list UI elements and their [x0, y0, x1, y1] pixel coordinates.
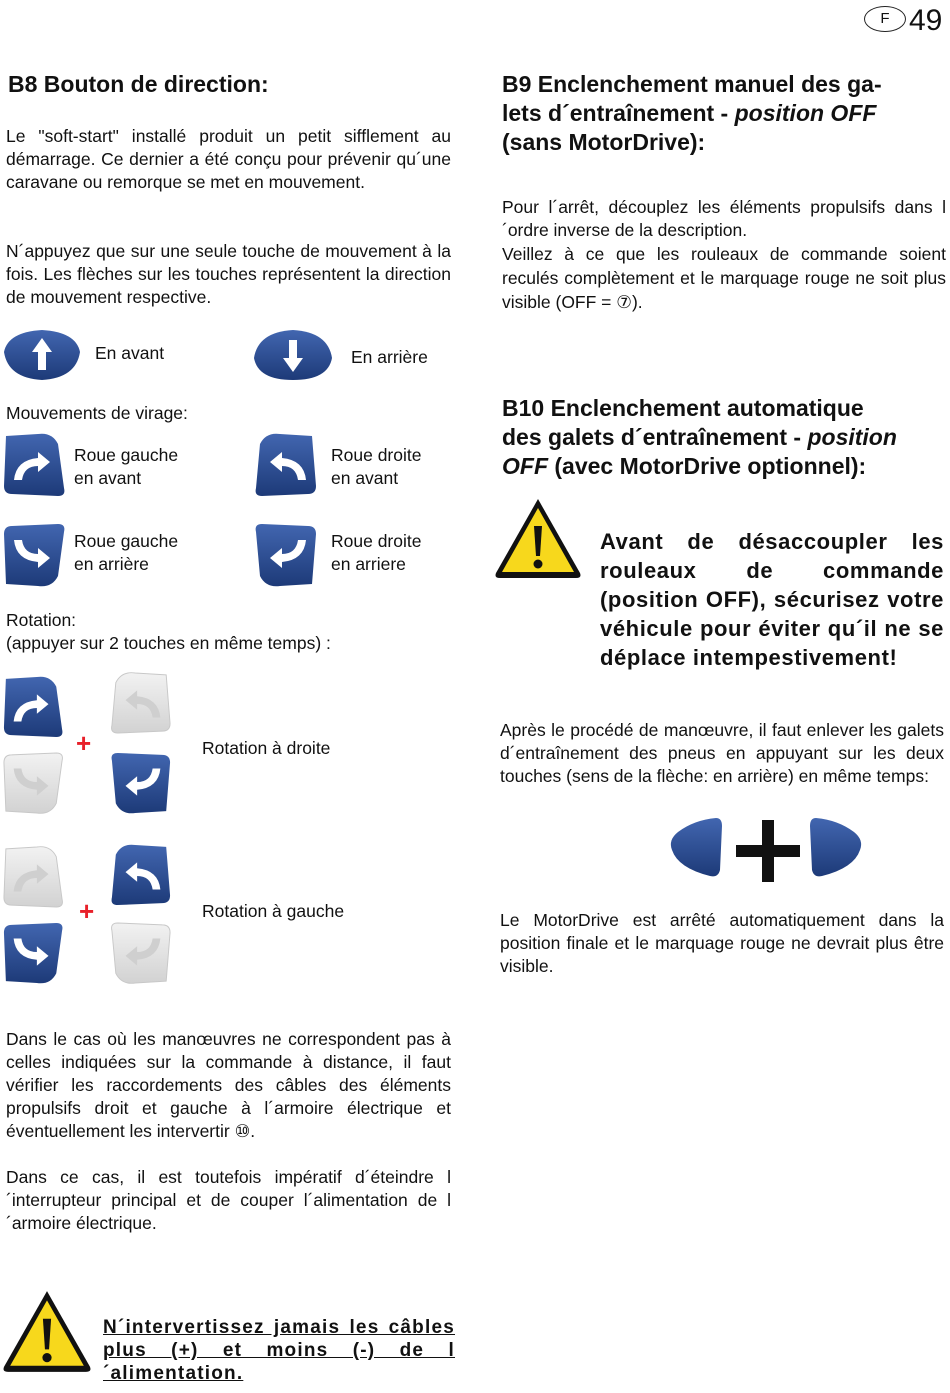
left-wheel-forward-label-1: Roue gauche	[74, 445, 179, 465]
rotation-right-top-right-key-icon	[110, 668, 172, 738]
left-wheel-backward-key-icon	[2, 520, 66, 590]
b10-title: B10 Enclenchement automatique des galets d´entraînement - position OFF (avec MotorDrive optionnel):	[502, 395, 897, 479]
rotation-right-label: Rotation à droite	[202, 738, 331, 758]
warning-triangle-icon	[492, 496, 584, 580]
b10-paragraph-2: Le MotorDrive est arrêté automatiquement dans la position finale et le marquage rouge ne devrait plus être visible.	[500, 910, 944, 976]
b10-warning-text: Avant de désaccoupler les rouleaux de commande (position OFF), sécurisez votre véhicule pour éviter qu´il ne se déplace intempestivement!	[600, 529, 944, 670]
rotation-right-plus-icon: +	[76, 728, 92, 758]
bottom-paragraph-2: Dans ce cas, il est toutefois impératif d´éteindre l´interrupteur principal et de couper l´alimentation de l´armoire électrique.	[6, 1167, 451, 1233]
page-number: 49	[909, 4, 943, 37]
b9-paragraph-2: Veillez à ce que les rouleaux de commande soient reculés complètement et le marquage rouge ne soit plus visible (OFF = ⑦).	[502, 244, 946, 312]
b8-paragraph-2: N´appuyez que sur une seule touche de mouvement à la fois. Les flèches sur les touches représentent la direction de mouvement respective.	[6, 241, 451, 307]
rotation-right-bottom-right-key-icon	[110, 748, 172, 818]
left-key-back-icon	[668, 816, 724, 880]
left-wheel-forward-key-icon	[2, 430, 66, 500]
rotation-left-top-left-key-icon	[2, 842, 64, 912]
rotation-left-top-right-key-icon	[110, 840, 172, 910]
rotation-note: (appuyer sur 2 touches en même temps) :	[6, 633, 331, 653]
rotation-left-label: Rotation à gauche	[202, 901, 345, 921]
right-wheel-forward-label-1: Roue droite	[331, 445, 422, 465]
rotation-right-top-left-key-icon	[2, 672, 64, 742]
rotation-title: Rotation:	[6, 610, 77, 630]
right-wheel-forward-label-2: en avant	[331, 468, 399, 488]
b8-title: B8 Bouton de direction:	[8, 71, 269, 97]
left-wheel-backward-label-2: en arrière	[74, 554, 149, 574]
b8-paragraph-1: Le "soft-start" installé produit un petit sifflement au démarrage. Ce dernier a été conçu pour prévenir qu´une caravane ou remorque se met en mouvement.	[6, 126, 451, 192]
plus-icon	[736, 820, 800, 882]
turning-title: Mouvements de virage:	[6, 403, 188, 423]
rotation-left-bottom-left-key-icon	[2, 918, 64, 988]
right-wheel-backward-key-icon	[254, 520, 318, 590]
right-wheel-backward-label-2: en arriere	[331, 554, 406, 574]
right-wheel-backward-label-1: Roue droite	[331, 531, 422, 551]
left-wheel-backward-label-1: Roue gauche	[74, 531, 179, 551]
left-wheel-forward-label-2: en avant	[74, 468, 142, 488]
b10-paragraph-1: Après le procédé de manœuvre, il faut enlever les galets d´entraînement des pneus en appuyant sur les deux touches (sens de la flèche: en arrière) en même temps:	[500, 720, 944, 786]
language-badge: F	[864, 6, 906, 32]
cable-warning-text: N´intervertissez jamais les câbles plus (+) et moins (-) de l´alimentation.	[103, 1317, 455, 1384]
right-wheel-forward-key-icon	[254, 430, 318, 500]
rotation-left-bottom-right-key-icon	[110, 918, 172, 988]
warning-triangle-icon	[2, 1288, 92, 1374]
rotation-right-bottom-left-key-icon	[2, 748, 64, 818]
forward-button-icon	[2, 328, 82, 382]
b9-title: B9 Enclenchement manuel des ga- lets d´entraînement - position OFF (sans MotorDrive):	[502, 71, 882, 155]
backward-button-icon	[252, 328, 334, 382]
backward-label: En arrière	[351, 347, 428, 367]
rotation-left-plus-icon: +	[79, 896, 95, 926]
right-key-back-icon	[808, 816, 864, 880]
forward-label: En avant	[95, 343, 165, 363]
bottom-paragraph-1: Dans le cas où les manœuvres ne correspondent pas à celles indiquées sur la commande à distance, il faut vérifier les raccordements des câbles des éléments propulsifs droit et gauche à l´armoire électrique et éventuellement les intervertir ⑩.	[6, 1029, 451, 1141]
b9-paragraph-1: Pour l´arrêt, découplez les éléments propulsifs dans l´ordre inverse de la description.	[502, 197, 946, 240]
